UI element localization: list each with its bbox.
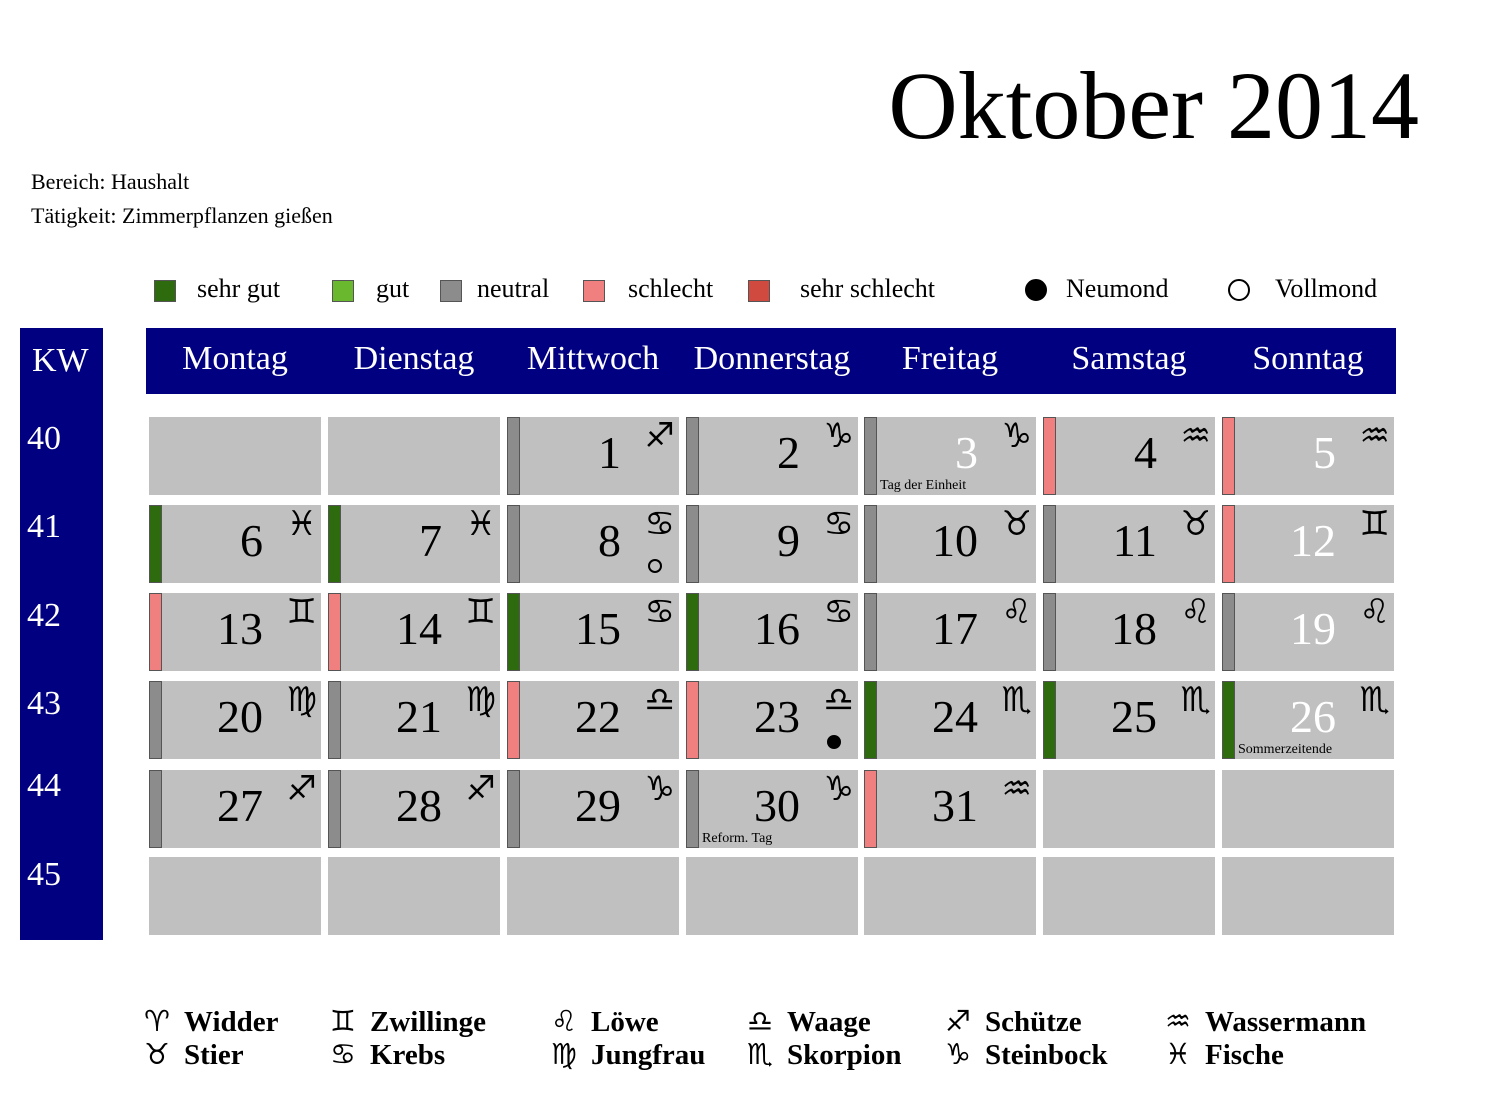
full-moon-icon bbox=[1228, 279, 1250, 301]
weekday-mittwoch: Mittwoch bbox=[526, 340, 660, 377]
zodiac-sign-icon: ♋ bbox=[823, 504, 854, 544]
day-number: 13 bbox=[217, 603, 263, 654]
swatch-gut bbox=[332, 280, 354, 302]
zodiac-löwe-icon: ♌ bbox=[551, 1004, 577, 1038]
day-number: 20 bbox=[217, 691, 263, 742]
swatch-neutral bbox=[440, 280, 462, 302]
rating-bar bbox=[328, 593, 341, 671]
day-number: 30 bbox=[754, 780, 800, 831]
zodiac-sign-icon: ♍ bbox=[286, 680, 317, 720]
zodiac-steinbock-icon: ♑ bbox=[945, 1037, 971, 1071]
new-moon-icon bbox=[827, 735, 841, 749]
full-moon-icon bbox=[648, 559, 662, 573]
zodiac-sign-icon: ♒ bbox=[1359, 416, 1390, 456]
rating-bar bbox=[686, 770, 699, 848]
calendar-week-number: 43 bbox=[27, 685, 61, 722]
rating-bar bbox=[1043, 417, 1056, 495]
day-number: 29 bbox=[575, 780, 621, 831]
zodiac-legend-label: Waage bbox=[787, 1006, 871, 1038]
calendar-week-number: 44 bbox=[27, 767, 61, 804]
swatch-sehr-gut bbox=[154, 280, 176, 302]
day-number: 7 bbox=[419, 515, 442, 566]
swatch-schlecht bbox=[583, 280, 605, 302]
rating-bar bbox=[686, 681, 699, 759]
rating-bar bbox=[507, 505, 520, 583]
day-cell[interactable] bbox=[864, 417, 1036, 495]
rating-legend bbox=[0, 274, 1493, 308]
calendar-week-number: 40 bbox=[27, 420, 61, 457]
weekday-samstag: Samstag bbox=[1071, 340, 1187, 377]
zodiac-legend-label: Schütze bbox=[985, 1006, 1082, 1038]
zodiac-legend-label: Zwillinge bbox=[370, 1006, 487, 1038]
rating-bar bbox=[328, 505, 341, 583]
day-cell[interactable] bbox=[507, 770, 679, 848]
day-number: 2 bbox=[777, 427, 800, 478]
day-cell[interactable] bbox=[1043, 593, 1215, 671]
legend-label-neumond: Neumond bbox=[1066, 274, 1169, 303]
rating-bar bbox=[686, 505, 699, 583]
day-cell[interactable] bbox=[864, 681, 1036, 759]
rating-bar bbox=[864, 770, 877, 848]
day-cell[interactable] bbox=[1043, 681, 1215, 759]
rating-bar bbox=[328, 770, 341, 848]
rating-bar bbox=[686, 417, 699, 495]
day-number: 10 bbox=[932, 515, 978, 566]
legend-label-vollmond: Vollmond bbox=[1275, 274, 1378, 303]
zodiac-legend-item bbox=[144, 1037, 244, 1072]
zodiac-legend-label: Widder bbox=[184, 1006, 279, 1038]
zodiac-sign-icon: ♐ bbox=[465, 769, 496, 809]
day-cell[interactable] bbox=[328, 505, 500, 583]
zodiac-sign-icon: ♍ bbox=[465, 680, 496, 720]
day-cell[interactable] bbox=[864, 770, 1036, 848]
day-cell[interactable] bbox=[328, 593, 500, 671]
zodiac-sign-icon: ♊ bbox=[1359, 504, 1390, 544]
zodiac-jungfrau-icon: ♍ bbox=[551, 1037, 577, 1071]
zodiac-schütze-icon: ♐ bbox=[945, 1004, 971, 1038]
empty-day-cell bbox=[328, 417, 500, 495]
day-cell[interactable] bbox=[686, 505, 858, 583]
day-number: 17 bbox=[932, 603, 978, 654]
zodiac-legend-item bbox=[551, 1004, 659, 1039]
zodiac-legend-item bbox=[1165, 1004, 1366, 1039]
zodiac-legend-item bbox=[330, 1004, 486, 1039]
rating-bar bbox=[1043, 505, 1056, 583]
rating-bar bbox=[686, 593, 699, 671]
rating-bar bbox=[1043, 681, 1056, 759]
day-cell[interactable] bbox=[686, 681, 858, 759]
day-number: 6 bbox=[240, 515, 263, 566]
day-number: 5 bbox=[1313, 427, 1336, 478]
zodiac-legend-label: Steinbock bbox=[985, 1039, 1108, 1071]
day-cell[interactable] bbox=[149, 770, 321, 848]
zodiac-sign-icon: ♋ bbox=[644, 592, 675, 632]
zodiac-sign-icon: ♒ bbox=[1001, 769, 1032, 809]
day-cell[interactable] bbox=[507, 593, 679, 671]
day-number: 8 bbox=[598, 515, 621, 566]
zodiac-legend-label: Stier bbox=[184, 1039, 244, 1071]
day-number: 4 bbox=[1134, 427, 1157, 478]
legend-label-neutral: neutral bbox=[477, 274, 550, 303]
zodiac-sign-icon: ♓ bbox=[286, 504, 317, 544]
zodiac-legend-item bbox=[747, 1004, 871, 1039]
zodiac-legend-item bbox=[945, 1004, 1082, 1039]
rating-bar bbox=[149, 681, 162, 759]
empty-day-cell bbox=[328, 857, 500, 935]
zodiac-sign-icon: ♋ bbox=[823, 592, 854, 632]
zodiac-sign-icon: ♌ bbox=[1001, 592, 1032, 632]
day-number: 18 bbox=[1111, 603, 1157, 654]
rating-bar bbox=[149, 505, 162, 583]
zodiac-sign-icon: ♎ bbox=[823, 680, 854, 720]
zodiac-sign-icon: ♓ bbox=[465, 504, 496, 544]
rating-bar bbox=[1222, 681, 1235, 759]
rating-bar bbox=[149, 593, 162, 671]
day-number: 23 bbox=[754, 691, 800, 742]
weekday-sonntag: Sonntag bbox=[1252, 340, 1364, 377]
rating-bar bbox=[864, 505, 877, 583]
rating-bar bbox=[1222, 593, 1235, 671]
empty-day-cell bbox=[149, 857, 321, 935]
empty-day-cell bbox=[149, 417, 321, 495]
day-cell[interactable] bbox=[1222, 417, 1394, 495]
zodiac-sign-icon: ♐ bbox=[286, 769, 317, 809]
zodiac-legend-item bbox=[747, 1037, 901, 1072]
empty-day-cell bbox=[864, 857, 1036, 935]
zodiac-sign-icon: ♒ bbox=[1180, 416, 1211, 456]
zodiac-skorpion-icon: ♏ bbox=[747, 1037, 773, 1071]
empty-day-cell bbox=[1222, 857, 1394, 935]
day-cell[interactable] bbox=[507, 505, 679, 583]
day-cell[interactable] bbox=[328, 681, 500, 759]
rating-bar bbox=[1043, 593, 1056, 671]
day-cell[interactable] bbox=[1222, 593, 1394, 671]
day-cell[interactable] bbox=[507, 681, 679, 759]
day-cell[interactable] bbox=[507, 417, 679, 495]
calendar-week-number: 41 bbox=[27, 508, 61, 545]
day-number: 15 bbox=[575, 603, 621, 654]
area-label: Bereich: Haushalt bbox=[31, 169, 190, 194]
day-note: Tag der Einheit bbox=[880, 478, 967, 493]
swatch-sehr-schlecht bbox=[748, 280, 770, 302]
day-cell[interactable] bbox=[686, 417, 858, 495]
zodiac-sign-icon: ♑ bbox=[1001, 416, 1032, 456]
zodiac-stier-icon: ♉ bbox=[144, 1037, 170, 1071]
day-number: 1 bbox=[598, 427, 621, 478]
zodiac-legend-item bbox=[330, 1037, 445, 1072]
rating-bar bbox=[1222, 505, 1235, 583]
day-cell[interactable] bbox=[149, 681, 321, 759]
day-cell[interactable] bbox=[328, 770, 500, 848]
zodiac-legend-label: Löwe bbox=[591, 1006, 659, 1038]
legend-label-sehr-gut: sehr gut bbox=[197, 274, 281, 303]
weekday-dienstag: Dienstag bbox=[353, 340, 475, 377]
weekday-montag: Montag bbox=[182, 340, 288, 377]
empty-day-cell bbox=[507, 857, 679, 935]
day-number: 14 bbox=[396, 603, 442, 654]
zodiac-zwillinge-icon: ♊ bbox=[330, 1004, 356, 1038]
legend-label-gut: gut bbox=[376, 274, 410, 303]
rating-bar bbox=[864, 593, 877, 671]
zodiac-sign-icon: ♊ bbox=[286, 592, 317, 632]
new-moon-icon bbox=[1025, 279, 1047, 301]
day-number: 12 bbox=[1290, 515, 1336, 566]
zodiac-sign-icon: ♑ bbox=[644, 769, 675, 809]
day-cell[interactable] bbox=[1043, 505, 1215, 583]
zodiac-sign-icon: ♑ bbox=[823, 769, 854, 809]
rating-bar bbox=[1222, 417, 1235, 495]
rating-bar bbox=[507, 681, 520, 759]
rating-bar bbox=[864, 417, 877, 495]
day-cell[interactable] bbox=[686, 770, 858, 848]
rating-bar bbox=[507, 417, 520, 495]
empty-day-cell bbox=[1043, 857, 1215, 935]
zodiac-legend-label: Fische bbox=[1205, 1039, 1284, 1071]
day-note: Reform. Tag bbox=[702, 831, 773, 846]
zodiac-sign-icon: ♐ bbox=[644, 416, 675, 456]
day-number: 26 bbox=[1290, 691, 1336, 742]
zodiac-sign-icon: ♑ bbox=[823, 416, 854, 456]
zodiac-legend-item bbox=[551, 1037, 705, 1072]
day-number: 31 bbox=[932, 780, 978, 831]
zodiac-legend-item bbox=[945, 1037, 1107, 1072]
zodiac-sign-icon: ♏ bbox=[1001, 680, 1032, 720]
zodiac-legend-item bbox=[144, 1004, 279, 1039]
calendar-week-number: 42 bbox=[27, 597, 61, 634]
activity-label: Tätigkeit: Zimmerpflanzen gießen bbox=[31, 203, 333, 228]
zodiac-sign-icon: ♏ bbox=[1180, 680, 1211, 720]
legend-label-schlecht: schlecht bbox=[628, 274, 714, 303]
weekday-donnerstag: Donnerstag bbox=[693, 340, 851, 377]
calendar-week-header: KW bbox=[32, 342, 89, 379]
rating-bar bbox=[149, 770, 162, 848]
zodiac-sign-icon: ♏ bbox=[1359, 680, 1390, 720]
day-number: 22 bbox=[575, 691, 621, 742]
day-number: 16 bbox=[754, 603, 800, 654]
zodiac-krebs-icon: ♋ bbox=[330, 1037, 356, 1071]
rating-bar bbox=[507, 593, 520, 671]
day-number: 21 bbox=[396, 691, 442, 742]
zodiac-sign-icon: ♉ bbox=[1180, 504, 1211, 544]
zodiac-sign-icon: ♋ bbox=[644, 504, 675, 544]
zodiac-wassermann-icon: ♒ bbox=[1165, 1004, 1191, 1038]
zodiac-widder-icon: ♈ bbox=[144, 1004, 170, 1038]
day-cell[interactable] bbox=[149, 593, 321, 671]
zodiac-legend-item bbox=[1165, 1037, 1284, 1072]
day-number: 19 bbox=[1290, 603, 1336, 654]
zodiac-sign-icon: ♌ bbox=[1180, 592, 1211, 632]
zodiac-sign-icon: ♉ bbox=[1001, 504, 1032, 544]
legend-label-sehr-schlecht: sehr schlecht bbox=[800, 274, 936, 303]
day-cell[interactable] bbox=[1222, 681, 1394, 759]
zodiac-waage-icon: ♎ bbox=[747, 1004, 773, 1038]
day-cell[interactable] bbox=[149, 505, 321, 583]
day-cell[interactable] bbox=[864, 593, 1036, 671]
day-cell[interactable] bbox=[1043, 417, 1215, 495]
page-title: Oktober 2014 bbox=[888, 52, 1419, 159]
day-number: 3 bbox=[955, 427, 978, 478]
zodiac-sign-icon: ♎ bbox=[644, 680, 675, 720]
zodiac-legend-label: Krebs bbox=[370, 1039, 446, 1071]
rating-bar bbox=[507, 770, 520, 848]
rating-bar bbox=[864, 681, 877, 759]
weekday-freitag: Freitag bbox=[901, 340, 999, 377]
zodiac-sign-icon: ♊ bbox=[465, 592, 496, 632]
zodiac-sign-icon: ♌ bbox=[1359, 592, 1390, 632]
empty-day-cell bbox=[1043, 770, 1215, 848]
zodiac-legend-label: Jungfrau bbox=[591, 1039, 706, 1071]
zodiac-fische-icon: ♓ bbox=[1165, 1037, 1191, 1071]
day-number: 28 bbox=[396, 780, 442, 831]
day-number: 25 bbox=[1111, 691, 1157, 742]
day-cell[interactable] bbox=[1222, 505, 1394, 583]
day-cell[interactable] bbox=[864, 505, 1036, 583]
empty-day-cell bbox=[1222, 770, 1394, 848]
day-number: 24 bbox=[932, 691, 978, 742]
zodiac-legend-label: Wassermann bbox=[1205, 1006, 1367, 1038]
day-number: 27 bbox=[217, 780, 263, 831]
zodiac-legend-label: Skorpion bbox=[787, 1039, 902, 1071]
day-note: Sommerzeitende bbox=[1238, 742, 1333, 757]
day-number: 11 bbox=[1112, 515, 1157, 566]
day-number: 9 bbox=[777, 515, 800, 566]
day-cell[interactable] bbox=[686, 593, 858, 671]
calendar-week-number: 45 bbox=[27, 856, 61, 893]
empty-day-cell bbox=[686, 857, 858, 935]
rating-bar bbox=[328, 681, 341, 759]
